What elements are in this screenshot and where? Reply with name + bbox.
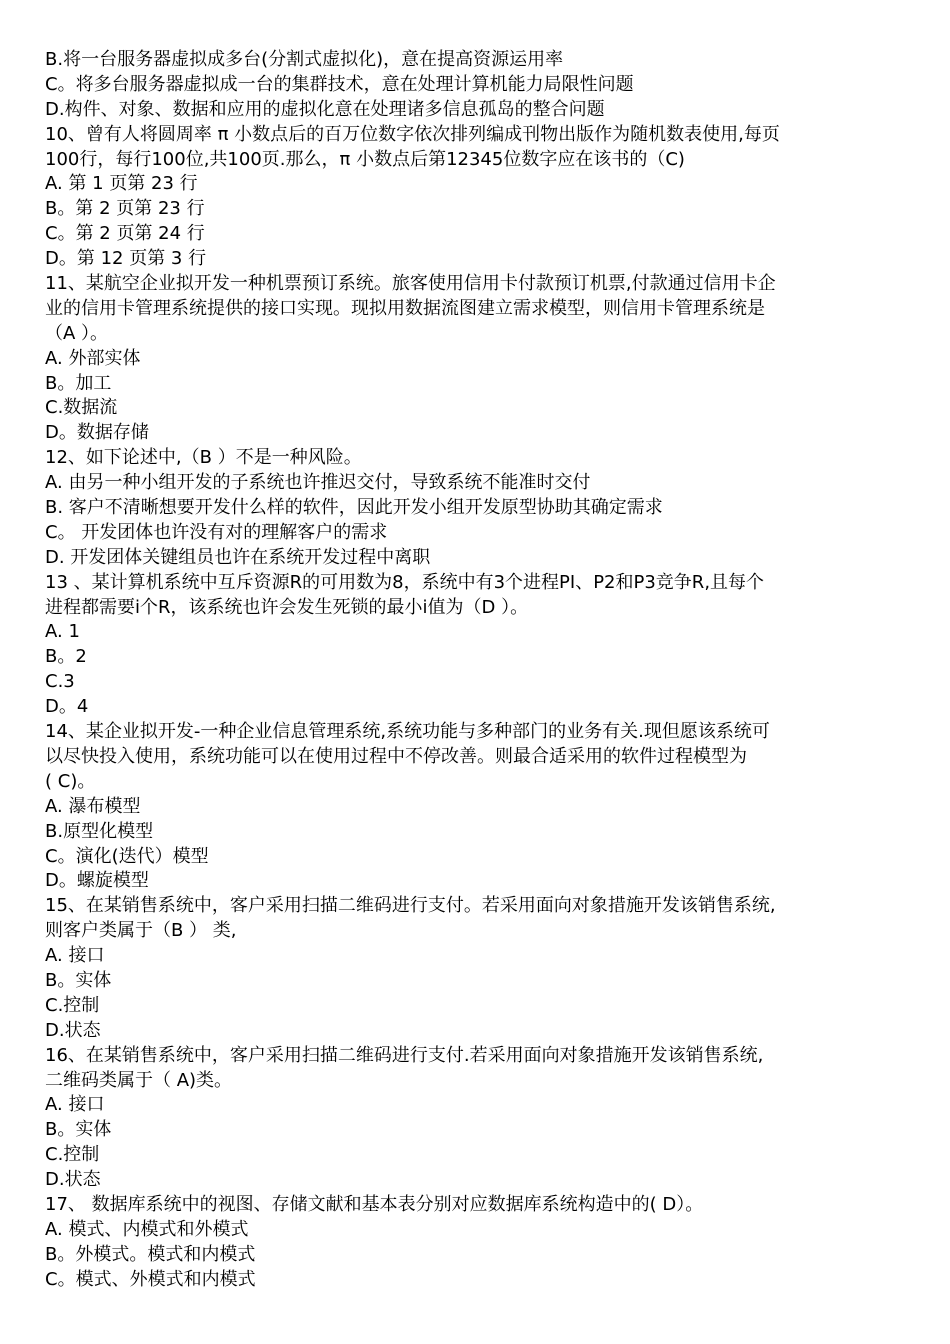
option-line: D。螺旋模型 (45, 870, 149, 892)
question-text: 二维码类属于（ A)类。 (45, 1069, 233, 1091)
option-line: C。将多台服务器虚拟成一台的集群技术，意在处理计算机能力局限性问题 (45, 73, 634, 95)
option-line: B。外模式。模式和内模式 (45, 1243, 256, 1265)
document-page (45, 48, 915, 1293)
question-text: 14、某企业拟开发-一种企业信息管理系统,系统功能与多种部门的业务有关.现但愿该系统可 (45, 721, 770, 743)
option-line: D.构件、对象、数据和应用的虚拟化意在处理诸多信息孤岛的整合问题 (45, 98, 605, 120)
question-text: 12、如下论述中,（B ）不是一种风险。 (45, 447, 362, 469)
option-line: A. 由另一种小组开发的子系统也许推迟交付，导致系统不能准时交付 (45, 472, 591, 494)
option-line: D.状态 (45, 1019, 101, 1041)
option-line: B. 客户不清晰想要开发什么样的软件，因此开发小组开发原型协助其确定需求 (45, 497, 663, 519)
option-line: C.控制 (45, 994, 100, 1016)
option-line: A. 模式、内模式和外模式 (45, 1218, 249, 1240)
option-line: A. 接口 (45, 945, 105, 967)
option-line: C。演化(迭代）模型 (45, 845, 209, 867)
option-line: A. 接口 (45, 1094, 105, 1116)
option-line: B.将一台服务器虚拟成多台(分割式虚拟化)，意在提高资源运用率 (45, 49, 564, 70)
option-line: C。 开发团体也许没有对的理解客户的需求 (45, 521, 388, 543)
option-line: C.数据流 (45, 397, 118, 419)
question-text: 则客户类属于（B ） 类, (45, 920, 237, 942)
question-text: 15、在某销售系统中，客户采用扫描二维码进行支付。若采用面向对象措施开发该销售系统, (45, 895, 776, 917)
option-line: C.3 (45, 671, 75, 693)
option-line: C。模式、外模式和内模式 (45, 1268, 256, 1290)
option-line: A. 第 1 页第 23 行 (45, 173, 198, 195)
question-text: （A ）。 (45, 322, 109, 344)
option-line: B.原型化模型 (45, 820, 154, 842)
option-line: D。第 12 页第 3 行 (45, 248, 207, 270)
option-line: B。加工 (45, 372, 112, 394)
option-line: A. 外部实体 (45, 347, 141, 369)
option-line: A. 1 (45, 621, 80, 643)
question-text: ( C)。 (45, 770, 96, 792)
option-line: D。4 (45, 696, 89, 718)
option-line: A. 瀑布模型 (45, 795, 141, 817)
option-line: D. 开发团体关键组员也许在系统开发过程中离职 (45, 546, 431, 568)
option-line: C.控制 (45, 1144, 100, 1166)
option-line: D。数据存储 (45, 422, 149, 444)
question-text: 11、某航空企业拟开发一种机票预订系统。旅客使用信用卡付款预订机票,付款通过信用卡企 (45, 273, 776, 295)
option-line: B。实体 (45, 969, 112, 991)
option-line: C。第 2 页第 24 行 (45, 223, 205, 245)
option-line: B。实体 (45, 1119, 112, 1141)
question-text: 业的信用卡管理系统提供的接口实现。现拟用数据流图建立需求模型，则信用卡管理系统是 (45, 297, 765, 319)
question-text: 100行，每行100位,共100页.那么，π 小数点后第12345位数字应在该书的（C) (45, 148, 685, 170)
question-text: 以尽快投入使用，系统功能可以在使用过程中不停改善。则最合适采用的软件过程模型为 (45, 745, 747, 767)
question-text: 进程都需要i个R，该系统也许会发生死锁的最小i值为（D ）。 (45, 596, 529, 618)
option-line: B。2 (45, 646, 87, 668)
question-text: 10、曾有人将圆周率 π 小数点后的百万位数字依次排列编成刊物出版作为随机数表使用,每页 (45, 123, 780, 145)
question-text: 13 、某计算机系统中互斥资源R的可用数为8，系统中有3个进程PI、P2和P3竞争R,且每个 (45, 571, 765, 593)
question-text: 17、 数据库系统中的视图、存储文献和基本表分别对应数据库系统构造中的( D）。 (45, 1193, 704, 1215)
option-line: D.状态 (45, 1169, 101, 1191)
question-text: 16、在某销售系统中，客户采用扫描二维码进行支付.若采用面向对象措施开发该销售系统, (45, 1044, 764, 1066)
option-line: B。第 2 页第 23 行 (45, 198, 205, 220)
